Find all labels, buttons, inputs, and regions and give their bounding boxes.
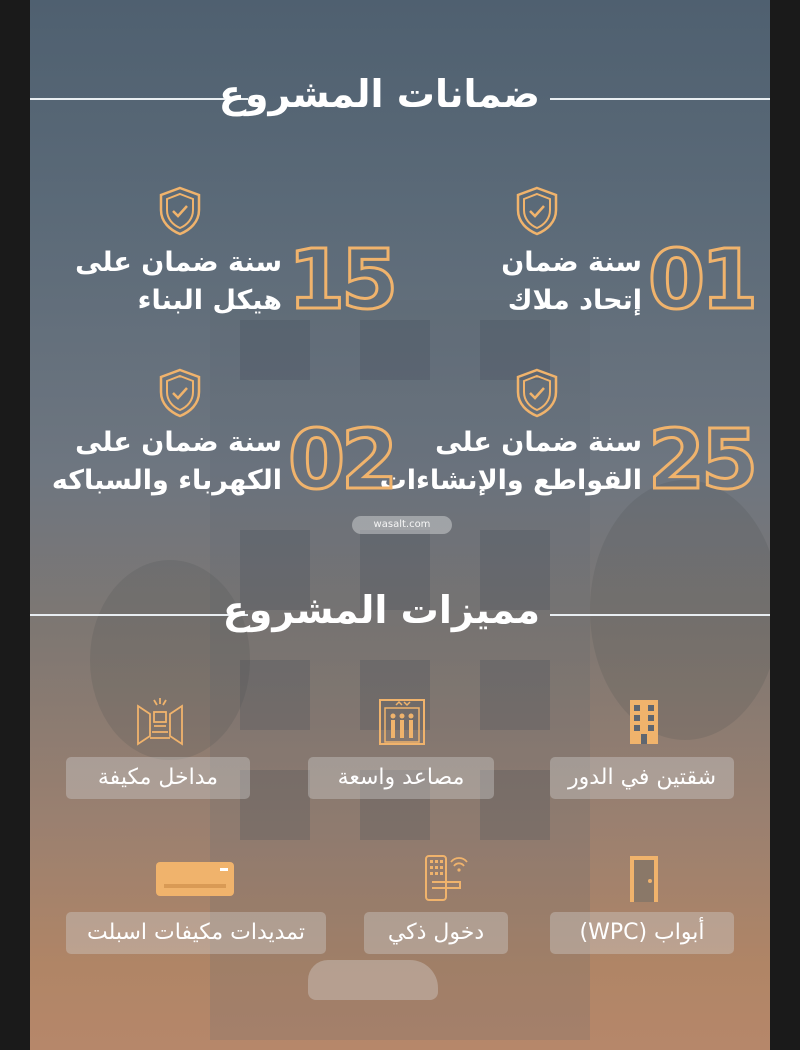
title-divider-left bbox=[30, 98, 248, 100]
tree-right bbox=[590, 480, 770, 740]
title-divider-right bbox=[550, 98, 770, 100]
door-icon bbox=[618, 852, 670, 904]
guarantee-number: 01 bbox=[648, 233, 755, 328]
shield-icon bbox=[158, 186, 202, 236]
shield-icon bbox=[515, 368, 559, 418]
ac-unit-icon bbox=[154, 856, 236, 902]
guarantee-line2: القواطع والإنشاءات bbox=[379, 465, 642, 496]
feature-label: دخول ذكي bbox=[364, 912, 508, 954]
shield-icon bbox=[515, 186, 559, 236]
smart-lock-icon bbox=[420, 852, 472, 904]
entrance-icon bbox=[134, 696, 186, 748]
title-divider-right bbox=[550, 614, 770, 616]
feature-label: أبواب (WPC) bbox=[550, 912, 734, 954]
feature-label: مصاعد واسعة bbox=[308, 757, 494, 799]
features-title: مميزات المشروع bbox=[222, 588, 540, 632]
guarantee-number: 02 bbox=[288, 413, 395, 508]
guarantee-line1: سنة ضمان bbox=[501, 247, 642, 278]
guarantees-title: ضمانات المشروع bbox=[218, 72, 540, 116]
guarantee-line1: سنة ضمان على bbox=[75, 427, 282, 458]
guarantee-line1: سنة ضمان على bbox=[75, 247, 282, 278]
car-silhouette bbox=[308, 960, 438, 1000]
elevator-icon bbox=[376, 696, 428, 748]
guarantee-line1: سنة ضمان على bbox=[435, 427, 642, 458]
feature-label: مداخل مكيفة bbox=[66, 757, 250, 799]
building-icon bbox=[618, 696, 670, 748]
watermark: wasalt.com bbox=[352, 516, 452, 534]
feature-label: تمديدات مكيفات اسبلت bbox=[66, 912, 326, 954]
shield-icon bbox=[158, 368, 202, 418]
guarantee-number: 25 bbox=[648, 413, 755, 508]
guarantee-number: 15 bbox=[288, 233, 395, 328]
guarantee-line2: هيكل البناء bbox=[137, 285, 282, 316]
guarantee-line2: الكهرباء والسباكه bbox=[51, 465, 282, 496]
title-divider-left bbox=[30, 614, 248, 616]
infographic-panel bbox=[30, 0, 770, 1050]
guarantee-line2: إتحاد ملاك bbox=[507, 285, 642, 316]
feature-label: شقتين في الدور bbox=[550, 757, 734, 799]
